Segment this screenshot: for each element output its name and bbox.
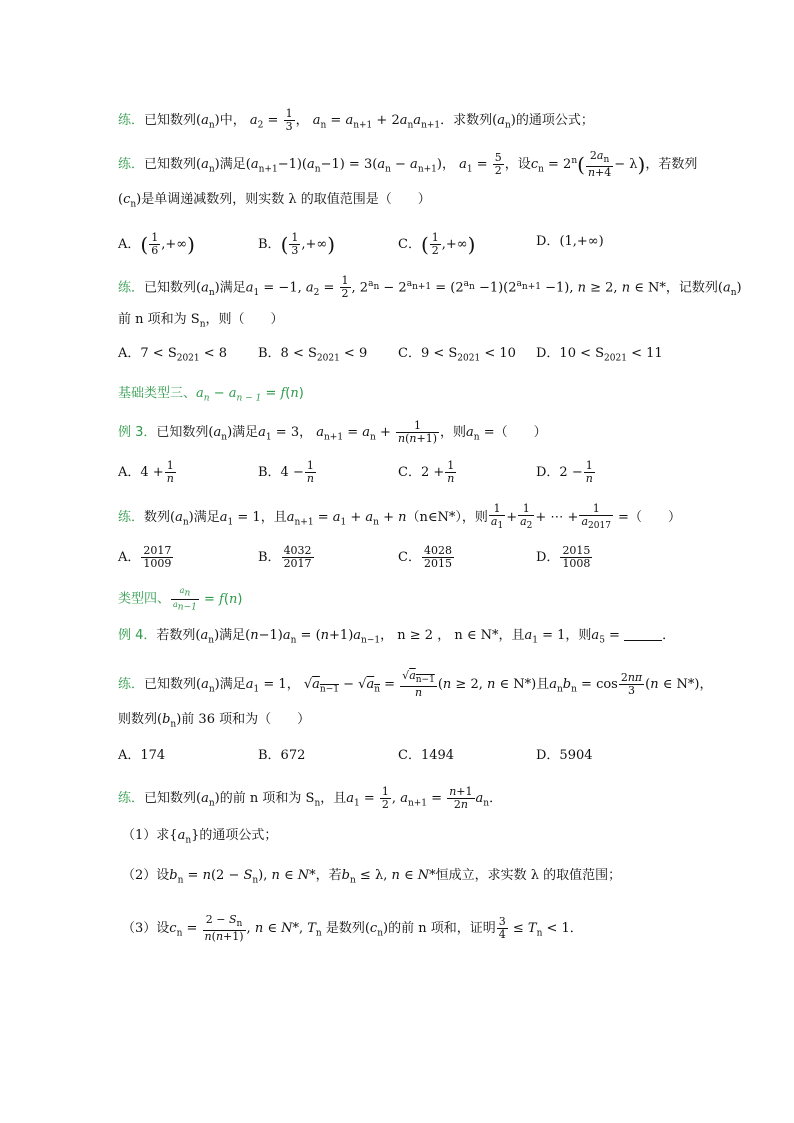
- answer-blank[interactable]: [624, 627, 662, 641]
- section-heading-3: 基础类型三、$a_n - a_{n - 1} = f(n)$: [118, 386, 304, 404]
- practice-4: 练．数列$(a_n)$满足$a_1 = 1$，且$a_{n+1} = a_1 + a_n$ + n（n∈N*），则 $\frac{1}{a_1}$ + $\frac{1}{a_2}$ + ⋯ + $\frac{1}{a_{2017}}$ =（ ）: [118, 502, 681, 532]
- choice-d[interactable]: D．2 − $\frac{1}{n}$: [536, 459, 593, 485]
- practice-2: 练．已知数列$(a_n)$满足$(a_{n+1}-1)(a_n-1) = 3(a_n - a_{n+1})$， $a_1$ = $\frac{5}{2}$ ，设$c_n = 2^n$( $\frac{2a_n}{n+4}$ − λ)，若数列: [118, 149, 698, 180]
- choice-c[interactable]: C．2 + $\frac{1}{n}$: [398, 459, 455, 485]
- practice-label: 练．: [118, 113, 145, 128]
- choice-d[interactable]: D．(1,+∞): [536, 234, 604, 249]
- choice-d[interactable]: D．5904: [536, 748, 593, 763]
- practice-2-line2: $(c_n)$是单调递减数列，则实数 λ 的取值范围是（ ）: [118, 192, 431, 210]
- choice-a[interactable]: A．4 + $\frac{1}{n}$: [118, 459, 174, 485]
- choice-d[interactable]: D． $\frac{2015}{1008}$: [536, 544, 591, 570]
- choice-a[interactable]: A． $\frac{2017}{1009}$: [118, 544, 172, 570]
- choice-b[interactable]: B．$8 < S_{2021} < 9$: [258, 346, 368, 364]
- choice-c[interactable]: C．$9 < S_{2021} < 10$: [398, 346, 516, 364]
- choice-b[interactable]: B．4 − $\frac{1}{n}$: [258, 459, 314, 485]
- choice-a[interactable]: A．174: [118, 748, 166, 763]
- section-heading-4: 类型四、 $\frac{a_n}{a_{n-1}}$ = f(n): [118, 586, 243, 613]
- example-label: 例 3．: [118, 425, 157, 440]
- example-4: 例 4．若数列$(a_n)$满足$(n-1)a_n = (n+1)a_{n-1}$， n ≥ 2 ， n ∈ N*，且$a_1 = 1$，则$a_5$ = ．: [118, 628, 676, 646]
- choice-b[interactable]: B．( $\frac{1}{3}$ ,+∞): [258, 231, 336, 257]
- choice-b[interactable]: B．672: [258, 748, 306, 763]
- choice-a[interactable]: A．$7 < S_{2021} < 8$: [118, 346, 228, 364]
- choice-c[interactable]: C．1494: [398, 748, 455, 763]
- practice-5: 练．已知数列$(a_n)$满足$a_1 = 1$， $√a_{n-1} - √a_n$ = $\frac{√a_{n-1}}{n}$ (n ≥ 2, n ∈ N*)且$a_nb_n = \cos$ $\frac{2n\pi}{3}$ (n ∈ N*)，: [118, 669, 713, 700]
- practice-3: 练．已知数列$(a_n)$满足$a_1 = -1$, $a_2$ = $\frac{1}{2}$ , $2^{a_n} - 2^{a_{n+1}} = (2^{a_n} -1)(2^{a_{n+1}} -1)$, n ≥ 2, n ∈ N*，记数列$(a_n)$: [118, 274, 742, 301]
- question-1: （1）求$\{a_n\}$的通项公式；: [122, 828, 278, 846]
- practice-3-line2: 前 n 项和为 $S_n$，则（ ）: [118, 312, 284, 330]
- choice-b[interactable]: B． $\frac{4032}{2017}$: [258, 544, 312, 570]
- question-2: （2）设$b_n = n(2 - S_n)$, n ∈ N*，若$b_n \le \lambda$, n ∈ N*恒成立，求实数 λ 的取值范围；: [122, 868, 622, 886]
- choice-d[interactable]: D．$10 < S_{2021} < 11$: [536, 346, 663, 364]
- practice-1: 练．已知数列$(a_n)$中， $a_2$ = $\frac{1}{3}$ ， $a_n = a_{n+1} + 2a_na_{n+1}$．求数列$(a_n)$的通项公式；: [118, 107, 594, 133]
- choice-c[interactable]: C． $\frac{4028}{2015}$: [398, 544, 452, 570]
- choice-a[interactable]: A．( $\frac{1}{6}$ ,+∞): [118, 231, 195, 257]
- example-3: 例 3．已知数列$(a_n)$满足$a_1 = 3$， $a_{n+1} = a_n$ + $\frac{1}{n(n+1)}$ ，则$a_n$ =（ ）: [118, 419, 547, 445]
- practice-6: 练．已知数列$(a_n)$的前 n 项和为 $S_n$，且$a_1$ = $\frac{1}{2}$ , $a_{n+1}$ = $\frac{n+1}{2n}$ $a_n$．: [118, 785, 503, 811]
- practice-5-line2: 则数列$(b_n)$前 36 项和为（ ）: [118, 712, 311, 730]
- choice-c[interactable]: C．( $\frac{1}{2}$ ,+∞): [398, 231, 476, 257]
- question-3: （3）设$c_n$ = $\frac{2 - S_n}{n(n+1)}$ , n ∈ N*, $T_n$ 是数列$(c_n)$的前 n 项和，证明 $\frac{3}{4}$ ≤ $T_n < 1$．: [122, 913, 583, 944]
